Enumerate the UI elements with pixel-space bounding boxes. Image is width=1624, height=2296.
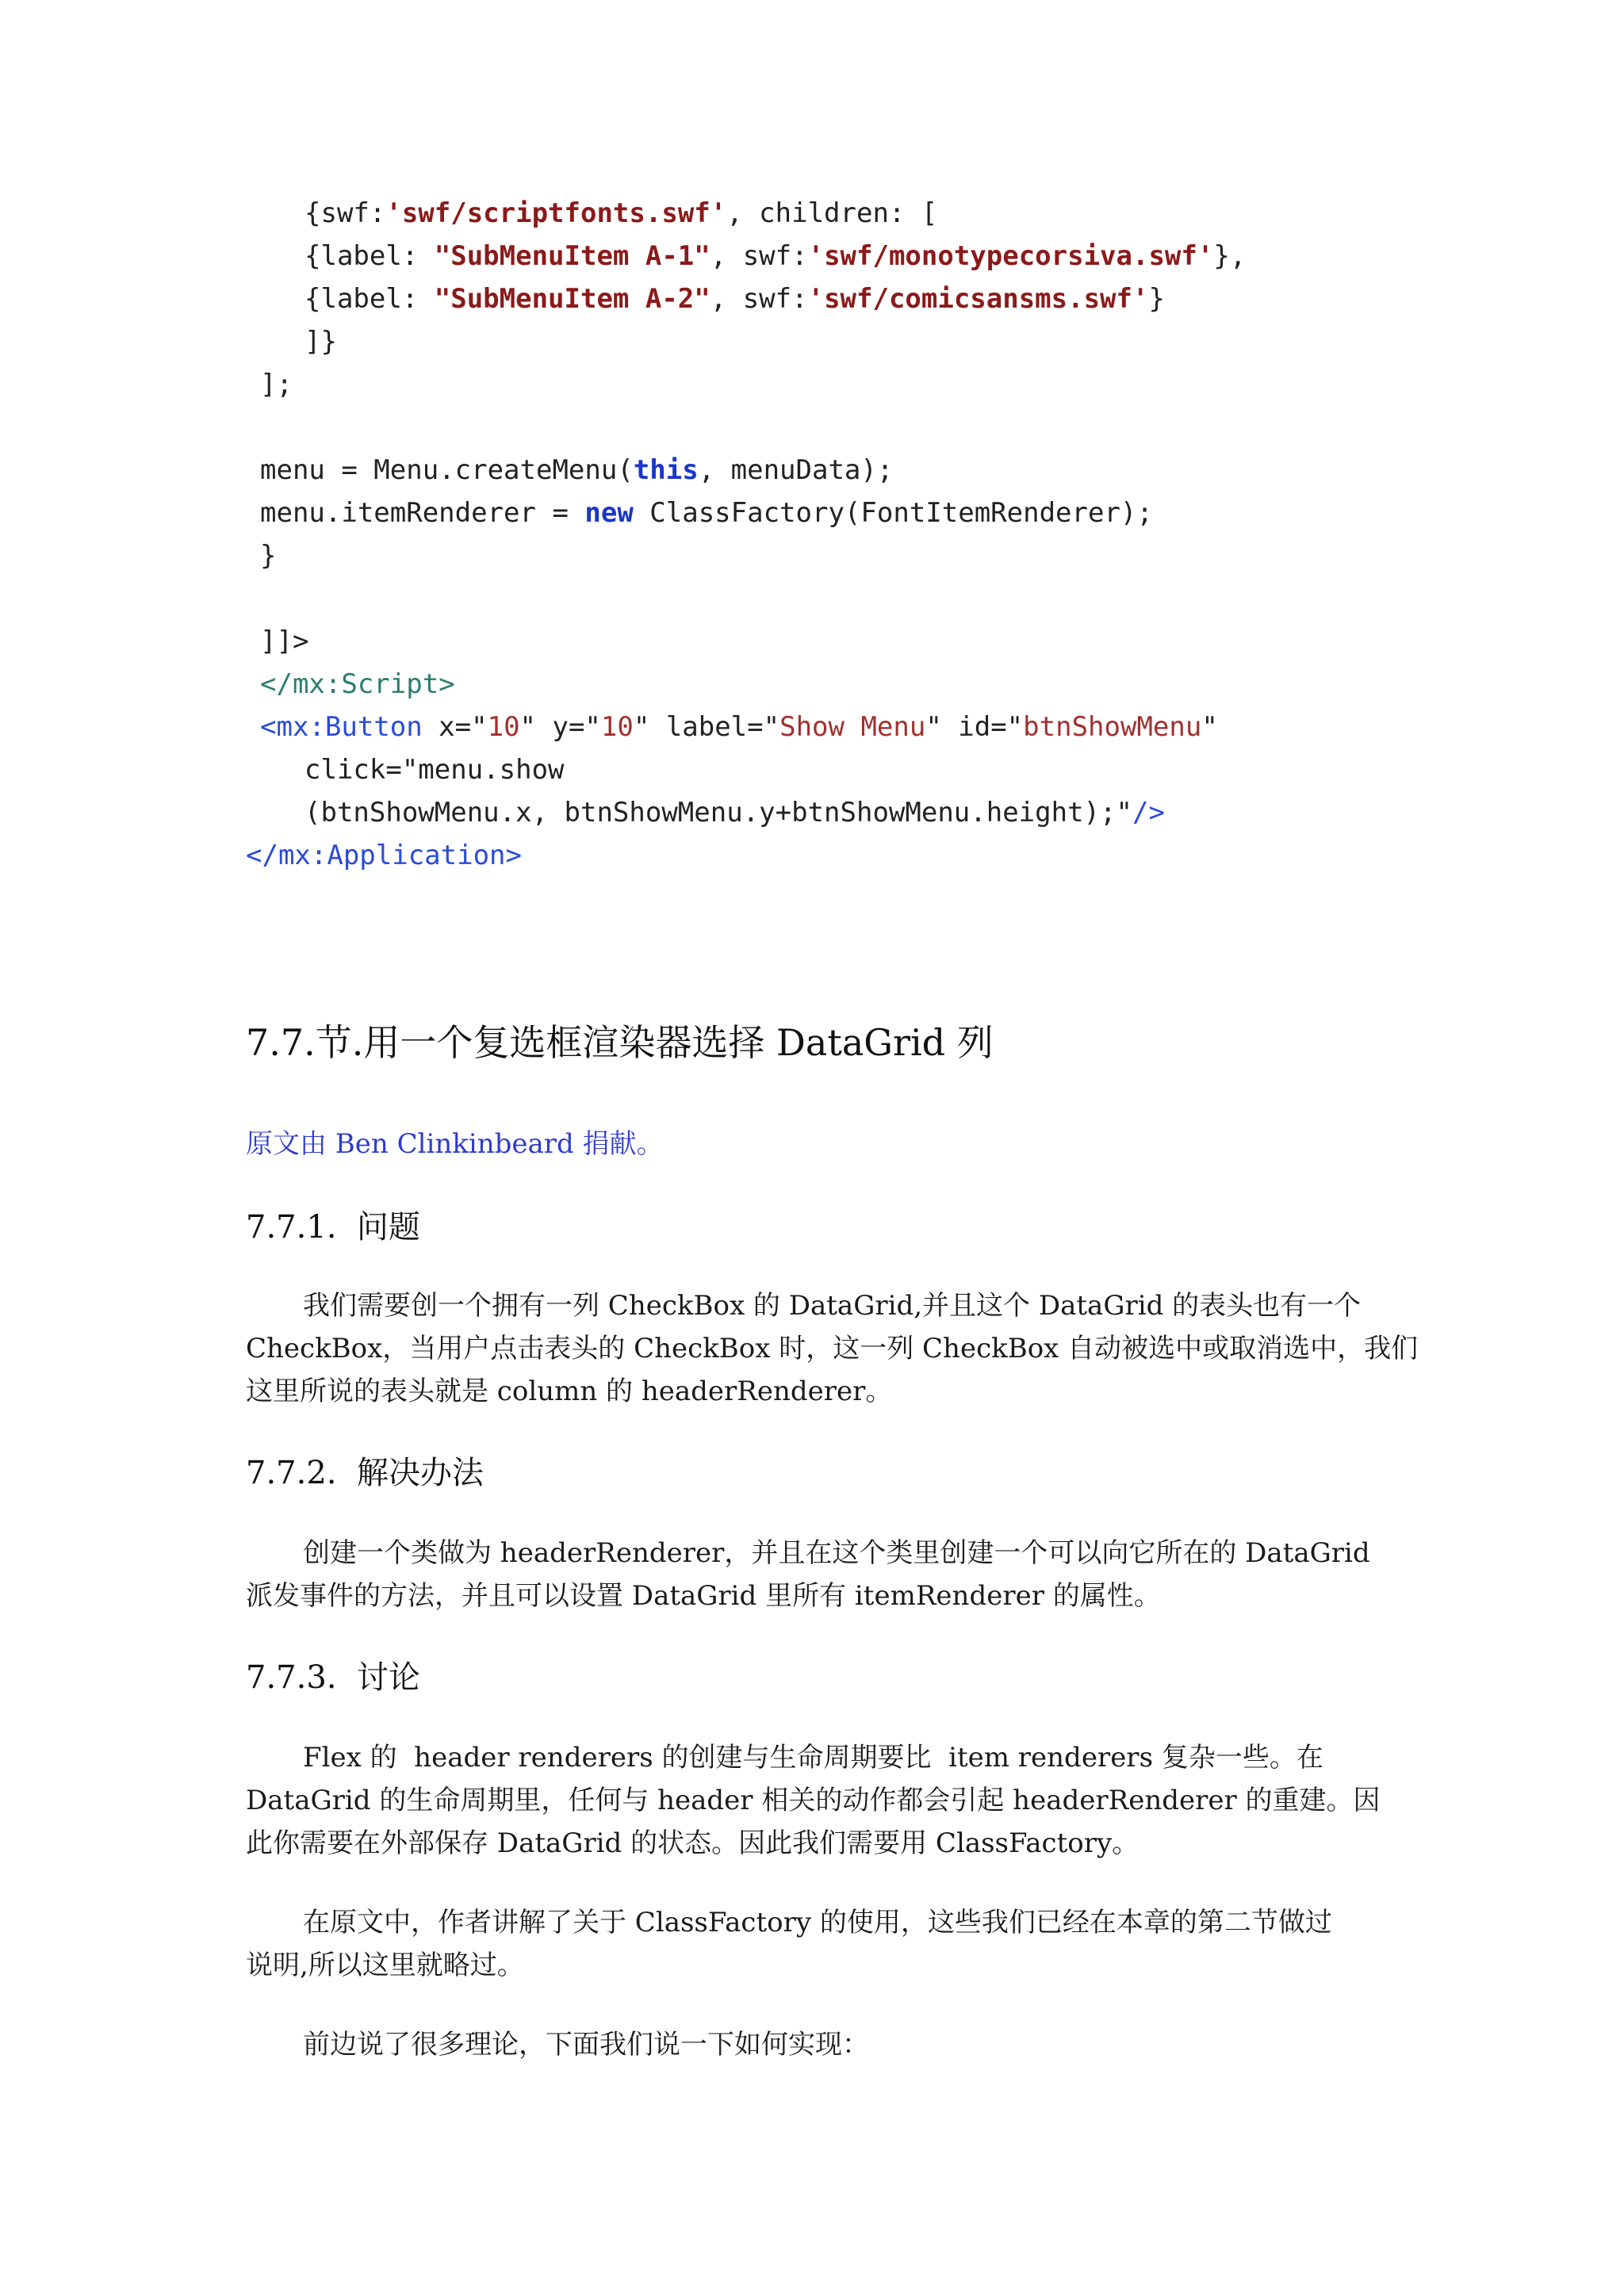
code-string: "SubMenuItem A-2": [434, 283, 710, 315]
code-text: , swf:: [710, 283, 808, 315]
discussion-paragraph-3: [246, 2023, 1380, 2066]
paragraph-line: 在原文中，作者讲解了关于 ClassFactory 的使用，这些我们已经在本章的第二节做过: [303, 1907, 1332, 1938]
section-title: 7.7.节.用一个复选框渲染器选择 DataGrid 列: [246, 1021, 994, 1064]
code-text: }: [1148, 283, 1165, 315]
discussion-paragraph-2: [246, 1901, 1380, 1987]
code-text: , menuData);: [698, 454, 894, 486]
code-keyword: new: [584, 497, 634, 529]
code-text: " label=": [633, 711, 780, 743]
code-text: ": [1201, 711, 1218, 743]
code-text: , children: [: [726, 197, 938, 229]
code-text: },: [1213, 240, 1247, 272]
paragraph-line: 说明,所以这里就略过。: [246, 1950, 524, 1981]
code-text: {label:: [304, 283, 435, 315]
code-text: {label:: [304, 240, 435, 272]
code-line: [304, 235, 1246, 277]
code-text: " id=": [925, 711, 1024, 743]
contributor-link[interactable]: 原文由 Ben Clinkinbeard 捐献。: [246, 1128, 664, 1160]
code-line: ];: [260, 369, 293, 400]
code-attr-value: 10: [600, 711, 634, 743]
code-tag: />: [1132, 797, 1165, 828]
code-line: </mx:Application>: [246, 840, 522, 871]
code-line: click="menu.show: [304, 754, 565, 786]
paragraph-line: Flex 的 header renderers 的创建与生命周期要比 item renderers 复杂一些。在: [303, 1742, 1323, 1774]
code-line: </mx:Script>: [260, 668, 455, 700]
code-line: [260, 706, 1218, 748]
code-string: "SubMenuItem A-1": [434, 240, 710, 272]
discussion-heading: 7.7.3. 讨论: [246, 1659, 420, 1696]
paragraph-line: 创建一个类做为 headerRenderer，并且在这个类里创建一个可以向它所在的 DataGrid: [303, 1537, 1370, 1569]
code-line: [304, 192, 937, 235]
code-line: [304, 791, 1165, 834]
code-line: }: [260, 540, 277, 572]
code-line: [304, 277, 1165, 320]
code-string: 'swf/scriptfonts.swf': [385, 197, 727, 229]
problem-paragraph: [246, 1284, 1419, 1413]
code-line: [260, 492, 1153, 534]
code-line: ]]>: [260, 626, 309, 657]
discussion-paragraph-1: [246, 1736, 1380, 1865]
paragraph-line: 此你需要在外部保存 DataGrid 的状态。因此我们需要用 ClassFactory。: [246, 1827, 1139, 1859]
code-tag: <mx:Button: [260, 711, 423, 743]
paragraph-line: 派发事件的方法，并且可以设置 DataGrid 里所有 itemRenderer 的属性。: [246, 1580, 1161, 1612]
problem-heading: 7.7.1. 问题: [246, 1209, 420, 1246]
code-line: ]}: [304, 326, 337, 358]
code-text: (btnShowMenu.x, btnShowMenu.y+btnShowMenu.height);": [304, 797, 1132, 828]
code-text: menu = Menu.createMenu(: [260, 454, 634, 486]
code-text: {swf:: [304, 197, 386, 229]
code-text: " y=": [519, 711, 601, 743]
paragraph-line: CheckBox，当用户点击表头的 CheckBox 时，这一列 CheckBox 自动被选中或取消选中，我们: [246, 1333, 1419, 1364]
code-attr-value: btnShowMenu: [1023, 711, 1202, 743]
code-keyword: this: [633, 454, 699, 486]
paragraph-line: 前边说了很多理论，下面我们说一下如何实现：: [303, 2029, 869, 2061]
code-text: , swf:: [710, 240, 808, 272]
code-text: x=": [422, 711, 488, 743]
paragraph-line: DataGrid 的生命周期里，任何与 header 相关的动作都会引起 headerRenderer 的重建。因: [246, 1785, 1381, 1816]
paragraph-line: 我们需要创一个拥有一列 CheckBox 的 DataGrid,并且这个 DataGrid 的表头也有一个: [303, 1290, 1362, 1322]
code-string: 'swf/monotypecorsiva.swf': [807, 240, 1214, 272]
code-string: 'swf/comicsansms.swf': [807, 283, 1149, 315]
code-attr-value: 10: [487, 711, 520, 743]
code-text: ClassFactory(FontItemRenderer);: [633, 497, 1153, 529]
solution-heading: 7.7.2. 解决办法: [246, 1455, 484, 1491]
code-text: menu.itemRenderer =: [260, 497, 585, 529]
code-line: [260, 449, 893, 492]
solution-paragraph: [246, 1532, 1380, 1617]
paragraph-line: 这里所说的表头就是 column 的 headerRenderer。: [246, 1376, 893, 1407]
code-attr-value: Show Menu: [779, 711, 926, 743]
